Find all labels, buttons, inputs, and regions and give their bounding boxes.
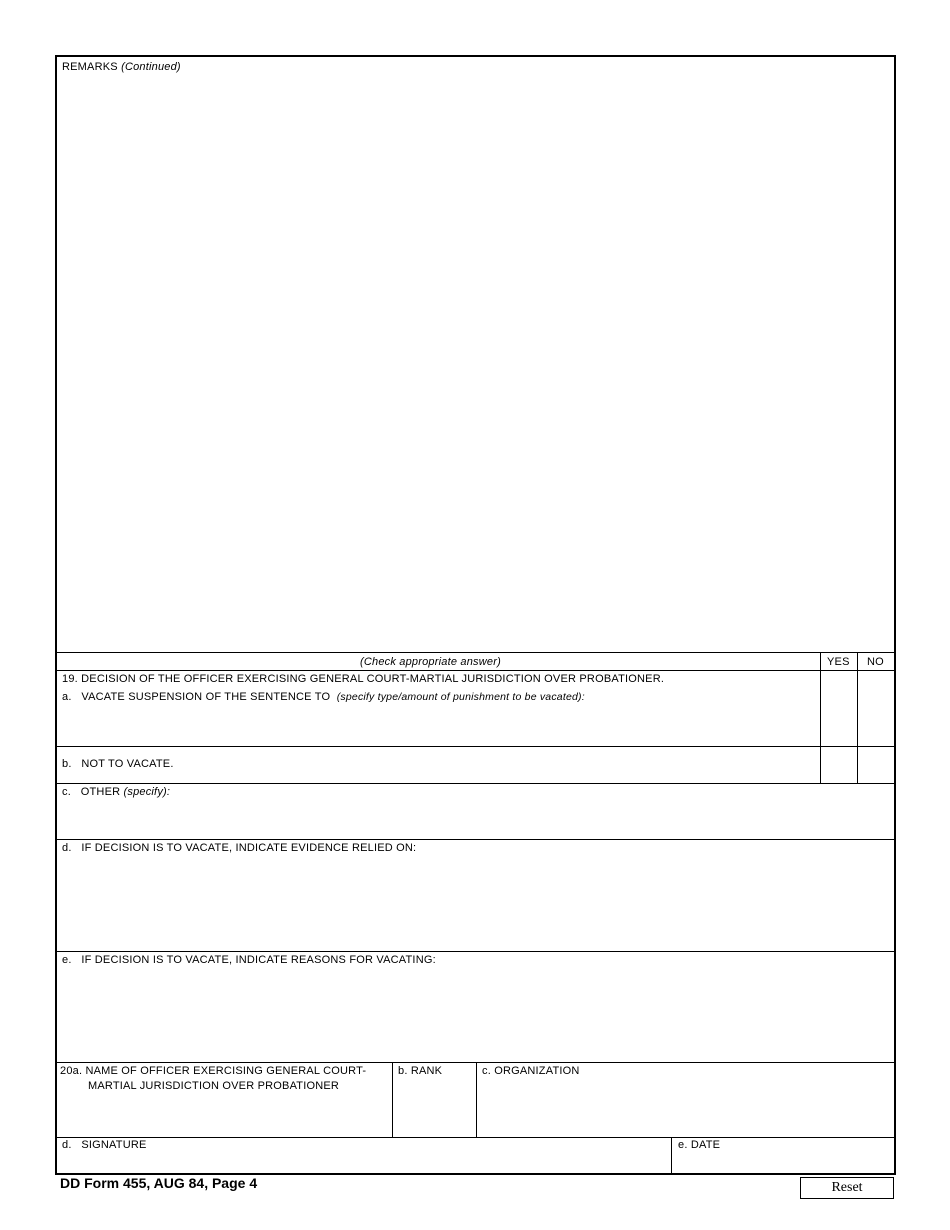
divider-20b-20c <box>476 1062 477 1137</box>
item19a-text: VACATE SUSPENSION OF THE SENTENCE TO <box>81 691 331 703</box>
remarks-label-text: REMARKS <box>62 61 118 73</box>
rank-field[interactable] <box>397 1081 475 1135</box>
item19d-text: IF DECISION IS TO VACATE, INDICATE EVIDENCE RELIED ON: <box>81 842 417 854</box>
no-column-header: NO <box>867 656 884 668</box>
item19-title: 19. DECISION OF THE OFFICER EXERCISING GENERAL COURT-MARTIAL JURISDICTION OVER PROBATIONER. <box>62 673 665 685</box>
item19c-field[interactable] <box>62 801 889 837</box>
item19c-text: OTHER <box>80 786 121 798</box>
signature-field[interactable] <box>62 1154 667 1172</box>
item19b-yes-checkbox[interactable] <box>821 747 857 783</box>
item19d-label <box>62 842 416 855</box>
form-page <box>55 55 896 1175</box>
item20d-label <box>62 1139 147 1152</box>
item19d-field[interactable] <box>62 857 889 949</box>
date-field[interactable] <box>677 1154 891 1172</box>
item19e-label <box>62 954 436 967</box>
item19e-field[interactable] <box>62 969 889 1061</box>
form-identifier: DD Form 455, AUG 84, Page 4 <box>60 1175 258 1191</box>
item19e-letter: e. <box>62 954 72 966</box>
divider-19d <box>57 951 894 952</box>
item19b-label <box>62 758 174 771</box>
item19b-text: NOT TO VACATE. <box>81 758 174 770</box>
item20a-label-line1: 20a. NAME OF OFFICER EXERCISING GENERAL COURT- <box>60 1065 367 1077</box>
reset-button[interactable]: Reset <box>800 1177 894 1199</box>
divider-19a <box>57 746 894 747</box>
item19a-letter: a. <box>62 691 72 703</box>
divider-19b <box>57 783 894 784</box>
item19b-no-checkbox[interactable] <box>858 747 894 783</box>
divider-20d-20e <box>671 1137 672 1173</box>
remarks-field[interactable] <box>60 75 891 650</box>
divider-20abc <box>57 1137 894 1138</box>
organization-field[interactable] <box>481 1081 891 1135</box>
check-instruction: (Check appropriate answer) <box>360 656 501 668</box>
item19b-letter: b. <box>62 758 72 770</box>
item19a-yes-checkbox[interactable] <box>821 671 857 745</box>
item20d-letter: d. <box>62 1139 72 1151</box>
item20b-label: b. RANK <box>398 1065 443 1077</box>
item19a-label <box>62 691 585 704</box>
item19a-note: (specify type/amount of punishment to be vacated): <box>336 691 585 703</box>
divider-19c <box>57 839 894 840</box>
item19a-field[interactable] <box>62 707 817 744</box>
item20c-label: c. ORGANIZATION <box>482 1065 580 1077</box>
remarks-label-note: (Continued) <box>121 61 181 73</box>
item20d-text: SIGNATURE <box>81 1139 147 1151</box>
remarks-label <box>62 61 181 74</box>
officer-name-field[interactable] <box>62 1097 389 1135</box>
yes-column-header: YES <box>827 656 850 668</box>
item19d-letter: d. <box>62 842 72 854</box>
item19c-label <box>62 786 170 799</box>
item19a-no-checkbox[interactable] <box>858 671 894 745</box>
divider-check-header <box>57 670 894 671</box>
item19c-note: (specify): <box>123 786 171 798</box>
item19c-letter: c. <box>62 786 71 798</box>
item19e-text: IF DECISION IS TO VACATE, INDICATE REASONS FOR VACATING: <box>81 954 436 966</box>
divider-remarks <box>57 652 894 653</box>
divider-20a-20b <box>392 1062 393 1137</box>
item20a-label-line2: MARTIAL JURISDICTION OVER PROBATIONER <box>88 1080 340 1092</box>
item20e-label: e. DATE <box>678 1139 721 1151</box>
